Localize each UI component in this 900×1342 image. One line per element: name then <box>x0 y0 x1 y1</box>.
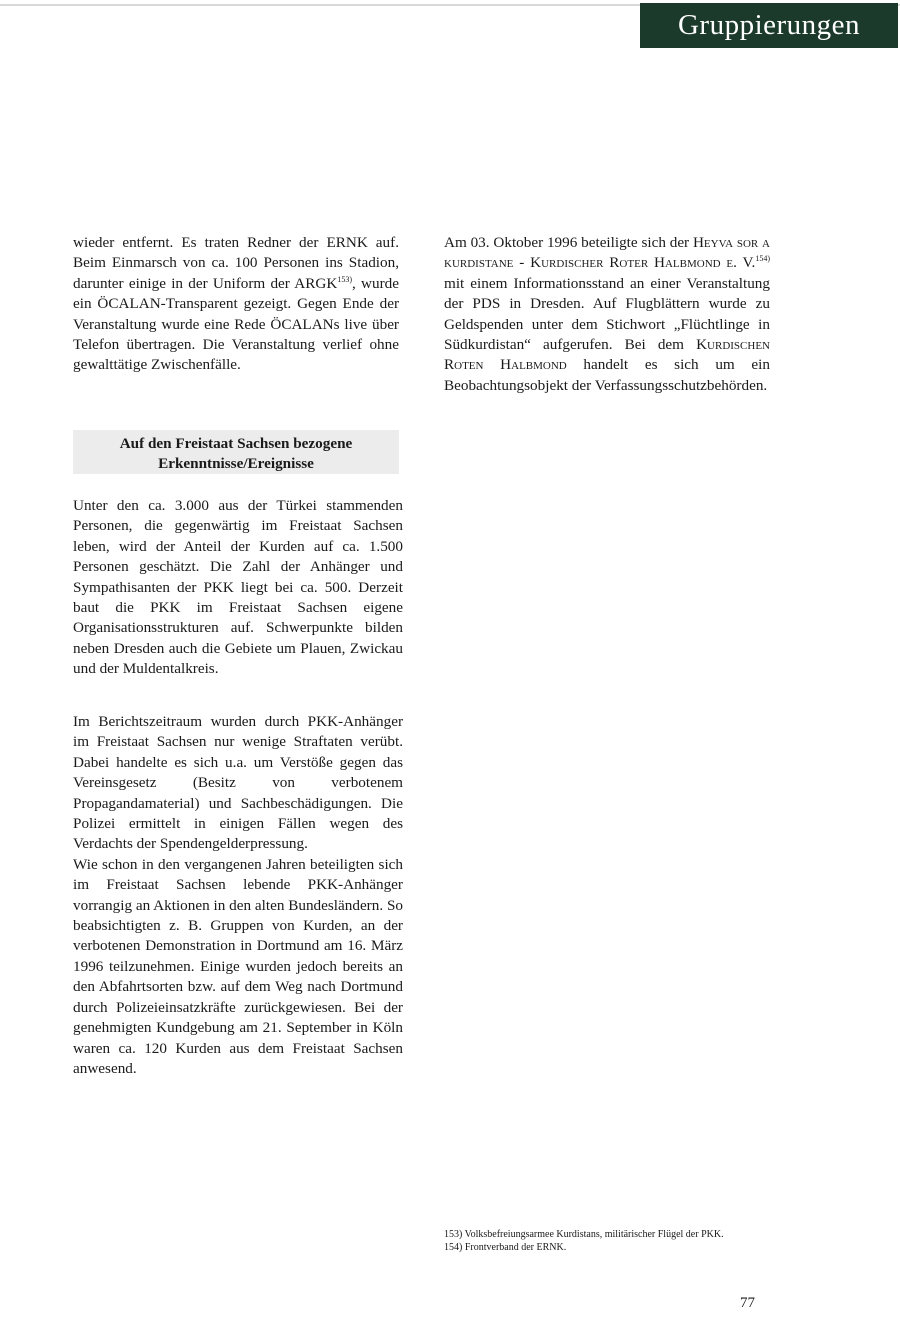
chapter-title: Gruppierungen <box>677 9 861 41</box>
organization-short-name: Kurdischen Roten Halbmond <box>444 336 770 374</box>
footnote-153: 153) Volksbefreiungsarmee Kurdistans, militärischer Flügel der PKK. <box>444 1229 724 1240</box>
paragraph-text: wieder entfernt. Es traten Redner der ERNK auf. Beim Einmarsch von ca. 100 Personen ins Stadion, darunter einige in der Uniform der ARGK <box>73 234 399 292</box>
footnote-ref-154: 154) <box>755 254 770 264</box>
paragraph-text: mit einem Informationsstand an einer Veranstaltung der PDS in Dresden. Auf Flugblättern wurde zu Geldspenden unter dem Stichwort „Flüchtlinge in Südkurdistan“ aufgerufen. Bei dem <box>444 274 770 354</box>
top-left-column <box>73 233 399 376</box>
body-paragraph-2-3 <box>73 712 403 1079</box>
paragraph-text: Am 03. Oktober 1996 beteiligte sich der <box>444 234 693 251</box>
section-heading-line: Erkenntnisse/Ereignisse <box>158 455 314 472</box>
paragraph-text: handelt es sich um ein Beobachtungsobjekt der Verfassungsschutzbehörden. <box>444 356 770 394</box>
paragraph-heyva <box>444 233 770 396</box>
paragraph-text: , wurde ein ÖCALAN-Transparent gezeigt. Gegen Ende der Veranstaltung wurde eine Rede ÖCALANs live über Telefon übertragen. Die Veranstaltung verlief ohne gewalttätige Zwischenfälle. <box>73 274 399 374</box>
footnote-154: 154) Frontverband der ERNK. <box>444 1242 567 1253</box>
paragraph-text: Im Berichtszeitraum wurden durch PKK-Anhänger im Freistaat Sachsen nur wenige Straftaten verübt. Dabei handelte es sich u.a. um Verstöße gegen das Vereinsgesetz (Besitz von verbotenem Propagandamaterial) und Sachbeschädigungen. Die Polizei ermittelt in einigen Fällen wegen des Verdachts der Spendengelderpressung. <box>73 713 403 853</box>
footnote-ref-153: 153) <box>337 274 352 284</box>
section-heading-box <box>73 430 399 474</box>
paragraph-text: Unter den ca. 3.000 aus der Türkei stammenden Personen, die gegenwärtig im Freistaat Sachsen leben, wird der Anteil der Kurden auf ca. 1.500 Personen geschätzt. Die Zahl der Anhänger und Sympathisanten der PKK liegt bei ca. 500. Derzeit baut die PKK im Freistaat Sachsen eigene Organisationsstrukturen auf. Schwerpunkte bilden neben Dresden auch die Gebiete um Plauen, Zwickau und der Muldentalkreis. <box>73 497 403 678</box>
organization-name: Heyva sor a kurdistane - Kurdischer Roter Halbmond e. V. <box>444 234 770 272</box>
body-paragraph-1 <box>73 496 403 680</box>
paragraph-continuation <box>73 233 399 376</box>
top-right-column <box>444 233 770 396</box>
section-heading-line: Auf den Freistaat Sachsen bezogene <box>119 435 353 452</box>
paragraph-text: Wie schon in den vergangenen Jahren beteiligten sich im Freistaat Sachsen lebende PKK-Anhänger vorrangig an Aktionen in den alten Bundesländern. So beabsichtigten z. B. Gruppen von Kurden, an der verbotenen Demonstration in Dortmund am 16. März 1996 teilzunehmen. Einige wurden jedoch bereits an den Abfahrtsorten bzw. auf dem Weg nach Dortmund durch Polizeieinsatzkräfte zurückgewiesen. Bei der genehmigten Kundgebung am 21. September in Köln waren ca. 120 Kurden aus dem Freistaat Sachsen anwesend. <box>73 855 403 1077</box>
footnotes <box>444 1228 784 1254</box>
chapter-header-tab <box>640 3 898 48</box>
page-number: 77 <box>740 1295 755 1311</box>
